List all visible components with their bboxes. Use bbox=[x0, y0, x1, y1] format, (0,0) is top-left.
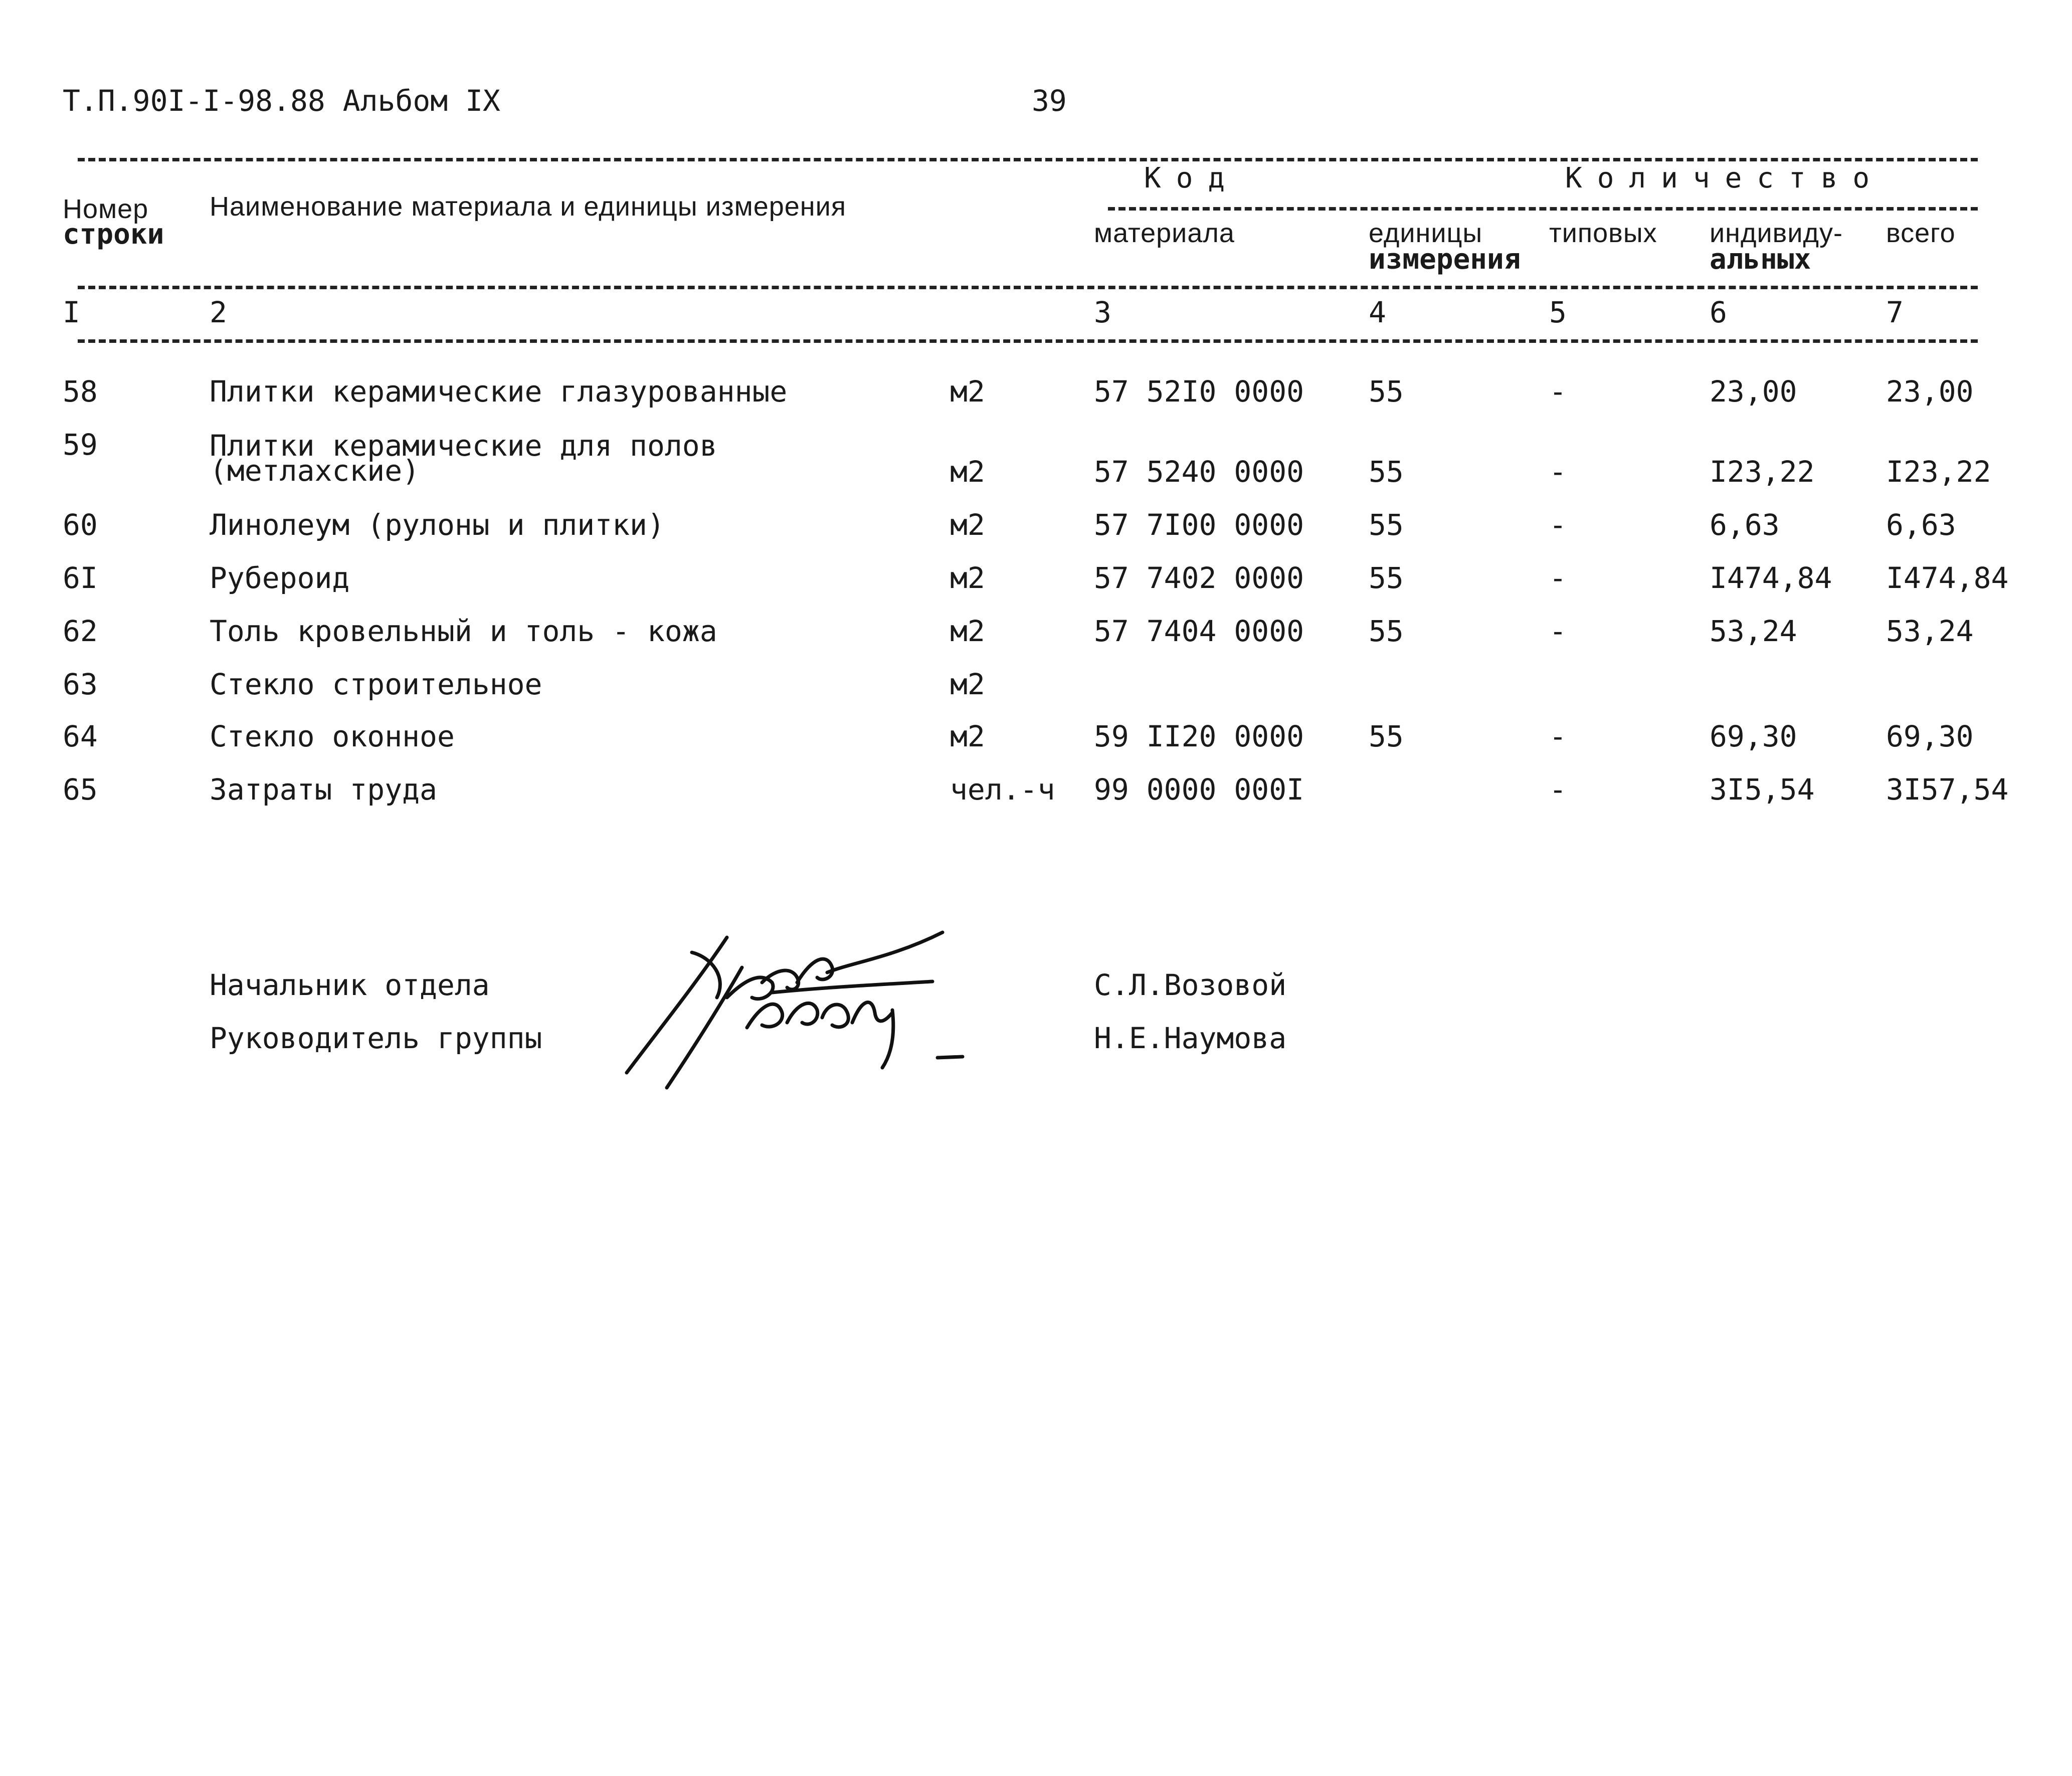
individual-qty: I474,84 bbox=[1710, 561, 1832, 595]
material-code: 57 5240 0000 bbox=[1094, 455, 1304, 489]
row-number: 6I bbox=[63, 561, 98, 595]
signatory-role-1: Начальник отдела bbox=[210, 968, 490, 1002]
row-number: 59 bbox=[63, 428, 98, 462]
unit: чел.-ч bbox=[950, 772, 1055, 807]
individual-header-top: индивиду- bbox=[1710, 218, 1843, 248]
code-group-header: Код bbox=[1144, 162, 1240, 194]
page-number: 39 bbox=[1032, 84, 1067, 118]
typical-header: типовых bbox=[1549, 218, 1657, 248]
unit-code: 55 bbox=[1369, 374, 1404, 409]
material-code-header: материала bbox=[1094, 218, 1235, 248]
unit-code: 55 bbox=[1369, 508, 1404, 542]
header-bottom-rule bbox=[78, 339, 1978, 343]
unit-code-header-top: единицы bbox=[1369, 218, 1483, 248]
unit-code: 55 bbox=[1369, 614, 1404, 648]
material-name-continued: (метлахские) bbox=[210, 454, 420, 488]
header-mid-rule bbox=[78, 286, 1978, 289]
unit-code: 55 bbox=[1369, 561, 1404, 595]
typical-qty: - bbox=[1549, 508, 1567, 542]
unit: м2 bbox=[950, 719, 985, 753]
unit-code: 55 bbox=[1369, 455, 1404, 489]
total-qty: 23,00 bbox=[1886, 374, 1974, 409]
individual-qty: 69,30 bbox=[1710, 719, 1797, 753]
unit: м2 bbox=[950, 614, 985, 648]
typical-qty: - bbox=[1549, 772, 1567, 807]
total-qty: I474,84 bbox=[1886, 561, 2009, 595]
unit: м2 bbox=[950, 561, 985, 595]
individual-qty: 6,63 bbox=[1710, 508, 1780, 542]
individual-qty: 53,24 bbox=[1710, 614, 1797, 648]
column-number-1: I bbox=[63, 295, 80, 329]
total-qty: 3I57,54 bbox=[1886, 772, 2009, 807]
individual-qty: I23,22 bbox=[1710, 455, 1815, 489]
unit: м2 bbox=[950, 374, 985, 409]
handwritten-signature bbox=[612, 922, 973, 1093]
name-column-header: Наименование материала и единицы измерения bbox=[210, 191, 847, 222]
material-name: Линолеум (рулоны и плитки) bbox=[210, 508, 665, 542]
header-top-rule bbox=[78, 158, 1978, 161]
material-name: Рубероид bbox=[210, 561, 350, 595]
column-number-5: 5 bbox=[1549, 295, 1567, 329]
individual-qty: 3I5,54 bbox=[1710, 772, 1815, 807]
row-number: 60 bbox=[63, 508, 98, 542]
document-reference: Т.П.90I-I-98.88 Альбом IX bbox=[63, 84, 500, 118]
signatory-name-2: Н.Е.Наумова bbox=[1094, 1021, 1287, 1055]
typical-qty: - bbox=[1549, 719, 1567, 753]
row-number-header-top: Номер bbox=[63, 194, 149, 224]
signatory-role-2: Руководитель группы bbox=[210, 1021, 542, 1055]
typical-qty: - bbox=[1549, 614, 1567, 648]
material-name: Плитки керамические для полов bbox=[210, 429, 717, 463]
material-name: Плитки керамические глазурованные bbox=[210, 374, 788, 409]
quantity-group-header: Количество bbox=[1565, 162, 1885, 194]
material-name: Затраты труда bbox=[210, 772, 437, 807]
row-number: 64 bbox=[63, 719, 98, 753]
signatory-name-1: С.Л.Возовой bbox=[1094, 968, 1287, 1002]
row-number-header-bottom: строки bbox=[63, 218, 164, 251]
unit-code-header-bottom: измерения bbox=[1369, 243, 1521, 276]
total-header: всего bbox=[1886, 218, 1956, 248]
material-code: 59 II20 0000 bbox=[1094, 719, 1304, 753]
material-code: 57 7402 0000 bbox=[1094, 561, 1304, 595]
column-number-7: 7 bbox=[1886, 295, 1904, 329]
individual-header-bottom: альных bbox=[1710, 243, 1811, 276]
row-number: 63 bbox=[63, 667, 98, 701]
material-code: 99 0000 000I bbox=[1094, 772, 1304, 807]
column-number-3: 3 bbox=[1094, 295, 1111, 329]
total-qty: 53,24 bbox=[1886, 614, 1974, 648]
row-number: 65 bbox=[63, 772, 98, 807]
material-name: Стекло строительное bbox=[210, 667, 542, 701]
row-number: 58 bbox=[63, 374, 98, 409]
material-name: Толь кровельный и толь - кожа bbox=[210, 614, 717, 648]
row-number: 62 bbox=[63, 614, 98, 648]
typical-qty: - bbox=[1549, 374, 1567, 409]
typical-qty: - bbox=[1549, 561, 1567, 595]
column-number-6: 6 bbox=[1710, 295, 1727, 329]
total-qty: 69,30 bbox=[1886, 719, 1974, 753]
unit: м2 bbox=[950, 667, 985, 701]
total-qty: I23,22 bbox=[1886, 455, 1991, 489]
header-group-rule bbox=[1108, 207, 1978, 211]
unit: м2 bbox=[950, 455, 985, 489]
material-code: 57 7I00 0000 bbox=[1094, 508, 1304, 542]
unit: м2 bbox=[950, 508, 985, 542]
unit-code: 55 bbox=[1369, 719, 1404, 753]
column-number-4: 4 bbox=[1369, 295, 1386, 329]
total-qty: 6,63 bbox=[1886, 508, 1956, 542]
material-code: 57 52I0 0000 bbox=[1094, 374, 1304, 409]
individual-qty: 23,00 bbox=[1710, 374, 1797, 409]
material-name: Стекло оконное bbox=[210, 719, 455, 753]
column-number-2: 2 bbox=[210, 295, 227, 329]
material-code: 57 7404 0000 bbox=[1094, 614, 1304, 648]
typical-qty: - bbox=[1549, 455, 1567, 489]
